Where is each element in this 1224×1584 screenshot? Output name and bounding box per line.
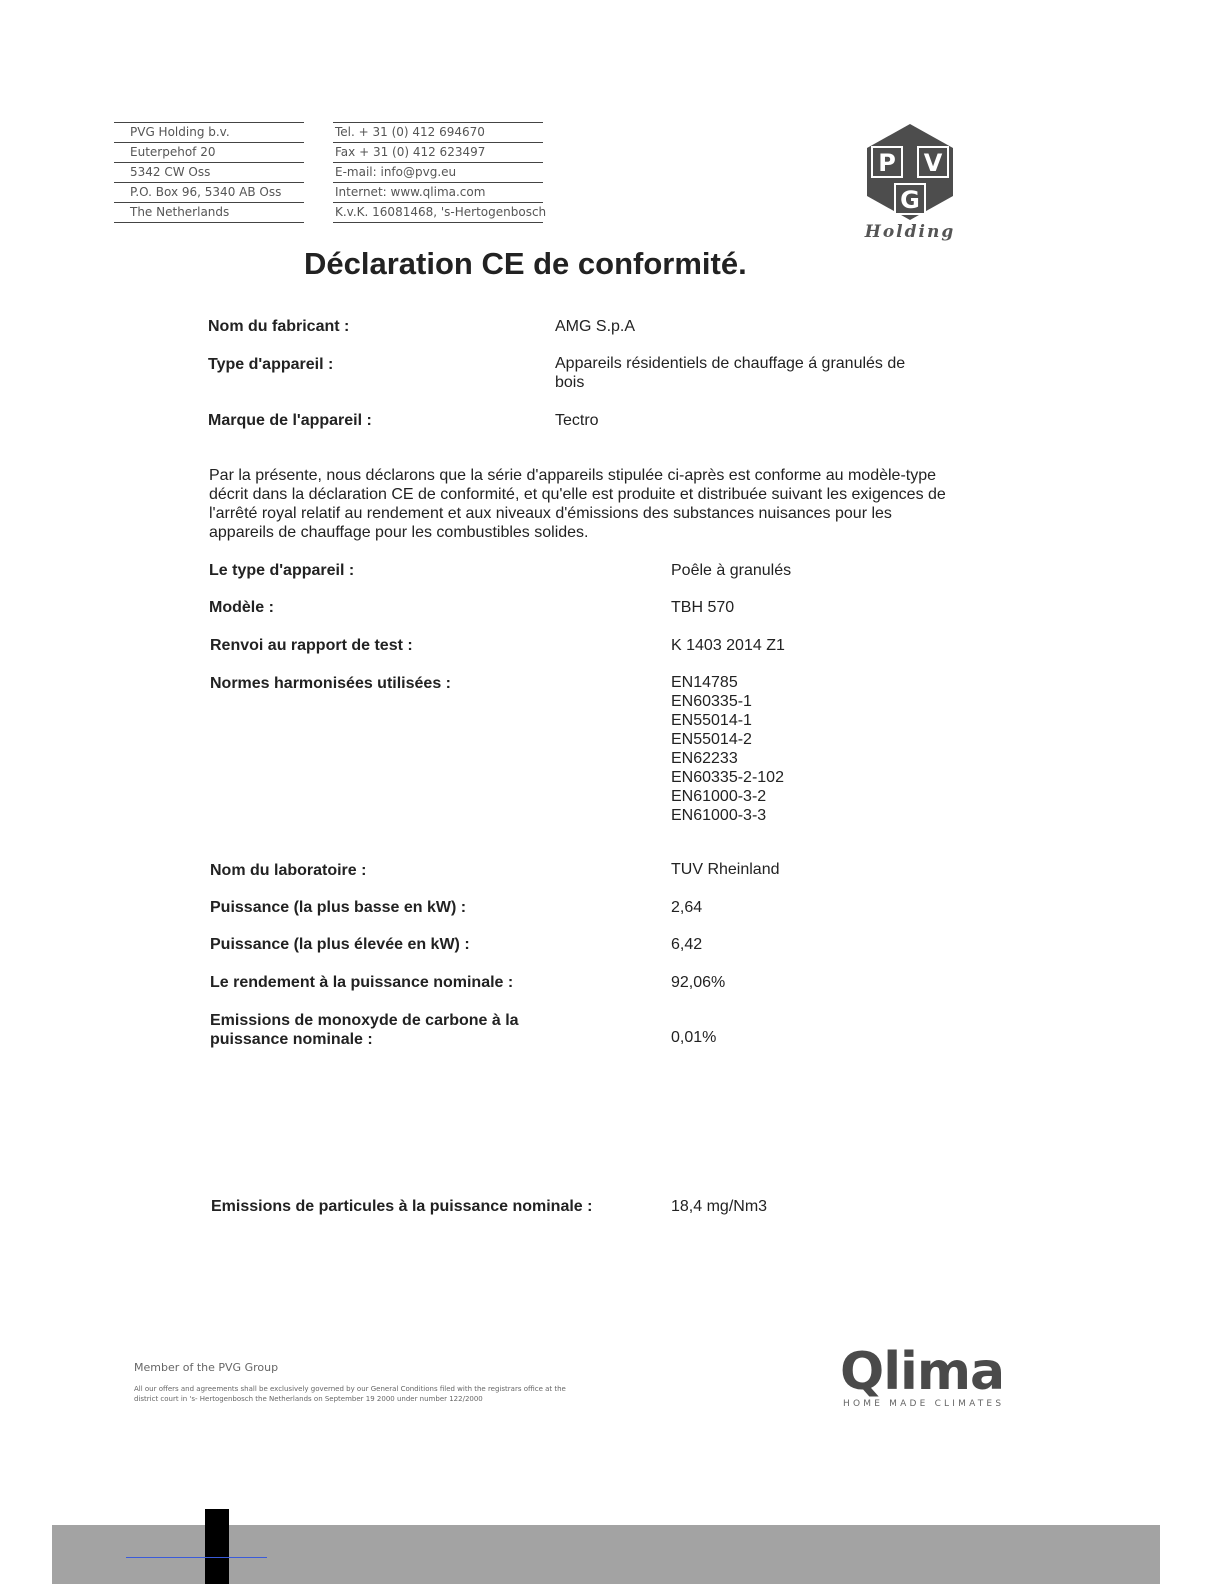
logo-letter: G (900, 186, 920, 214)
field-label-power-max: Puissance (la plus élevée en kW) : (210, 936, 470, 953)
field-value-power-max: 6,42 (671, 936, 703, 953)
field-label-co-emissions-line2: puissance nominale : (210, 1031, 373, 1048)
logo-letter: V (923, 149, 943, 177)
legal-notice: All our offers and agreements shall be exclusively governed by our General Conditions filed with the registrars office at the district court in 's- Hertogenbosch the Netherlands on September 19 2000 under number 122/2000 (134, 1385, 566, 1403)
norms-list (671, 673, 784, 825)
field-value-particles: 18,4 mg/Nm3 (671, 1198, 768, 1215)
address-line: Euterpehof 20 (114, 143, 304, 163)
norm-item: EN14785 (671, 674, 738, 691)
field-value-manufacturer: AMG S.p.A (555, 318, 636, 335)
address-line: P.O. Box 96, 5340 AB Oss (114, 183, 304, 203)
field-value-appliance-type: Poêle à granulés (671, 562, 792, 579)
norm-item: EN62233 (671, 750, 738, 767)
bottom-link-underline[interactable] (126, 1557, 267, 1558)
field-label-norms: Normes harmonisées utilisées : (210, 675, 451, 692)
bottom-marker (205, 1509, 229, 1584)
field-label-particles: Emissions de particules à la puissance nominale : (211, 1198, 593, 1215)
declaration-paragraph: Par la présente, nous déclarons que la série d'appareils stipulée ci-après est conforme au modèle-type décrit dans la déclaration CE de conformité, et qu'elle est produite et distribuée suivant les exigences de l'arrêté royal relatif au rendement et aux niveaux d'émissions des substances nuisances pour les appareils de chauffage pour les combustibles solides. (209, 467, 946, 541)
field-label-co-emissions-line1: Emissions de monoxyde de carbone à la (210, 1012, 519, 1029)
contact-line: E-mail: info@pvg.eu (333, 163, 543, 183)
field-label-test-report: Renvoi au rapport de test : (210, 637, 413, 654)
field-value-efficiency: 92,06% (671, 974, 726, 991)
field-label-manufacturer: Nom du fabricant : (208, 318, 350, 335)
field-value-device-type: Appareils résidentiels de chauffage á granulés de bois (555, 355, 906, 391)
field-value-model: TBH 570 (671, 599, 735, 616)
field-label-laboratory: Nom du laboratoire : (210, 862, 367, 879)
field-value-power-min: 2,64 (671, 899, 703, 916)
contact-line: K.v.K. 16081468, 's-Hertogenbosch (333, 203, 543, 223)
field-label-model: Modèle : (209, 599, 274, 616)
field-label-efficiency: Le rendement à la puissance nominale : (210, 974, 514, 991)
qlima-logo: Qlima (840, 1342, 1005, 1402)
field-label-device-type: Type d'appareil : (208, 356, 334, 373)
logo-letter: P (878, 149, 896, 177)
field-label-power-min: Puissance (la plus basse en kW) : (210, 899, 467, 916)
qlima-tagline: HOME MADE CLIMATES (843, 1399, 1005, 1409)
norm-item: EN55014-1 (671, 712, 752, 729)
field-label-appliance-type: Le type d'appareil : (209, 562, 355, 579)
field-value-brand: Tectro (555, 412, 599, 429)
field-value-co-emissions: 0,01% (671, 1029, 717, 1046)
field-value-test-report: K 1403 2014 Z1 (671, 637, 785, 654)
field-value-laboratory: TUV Rheinland (671, 861, 780, 878)
logo-holding-text: Holding (864, 222, 956, 242)
document-title: Déclaration CE de conformité. (304, 246, 747, 281)
contact-line: Internet: www.qlima.com (333, 183, 543, 203)
contact-line: Tel. + 31 (0) 412 694670 (333, 122, 543, 143)
norm-item: EN55014-2 (671, 731, 752, 748)
address-left (114, 122, 304, 223)
address-line: PVG Holding b.v. (114, 122, 304, 143)
address-line: The Netherlands (114, 203, 304, 223)
norm-item: EN60335-2-102 (671, 769, 784, 786)
norm-item: EN61000-3-3 (671, 807, 767, 824)
address-line: 5342 CW Oss (114, 163, 304, 183)
norm-item: EN60335-1 (671, 693, 752, 710)
contact-line: Fax + 31 (0) 412 623497 (333, 143, 543, 163)
field-label-brand: Marque de l'appareil : (208, 412, 372, 429)
contact-block (333, 122, 547, 223)
norm-item: EN61000-3-2 (671, 788, 767, 805)
member-of-group: Member of the PVG Group (134, 1361, 279, 1374)
